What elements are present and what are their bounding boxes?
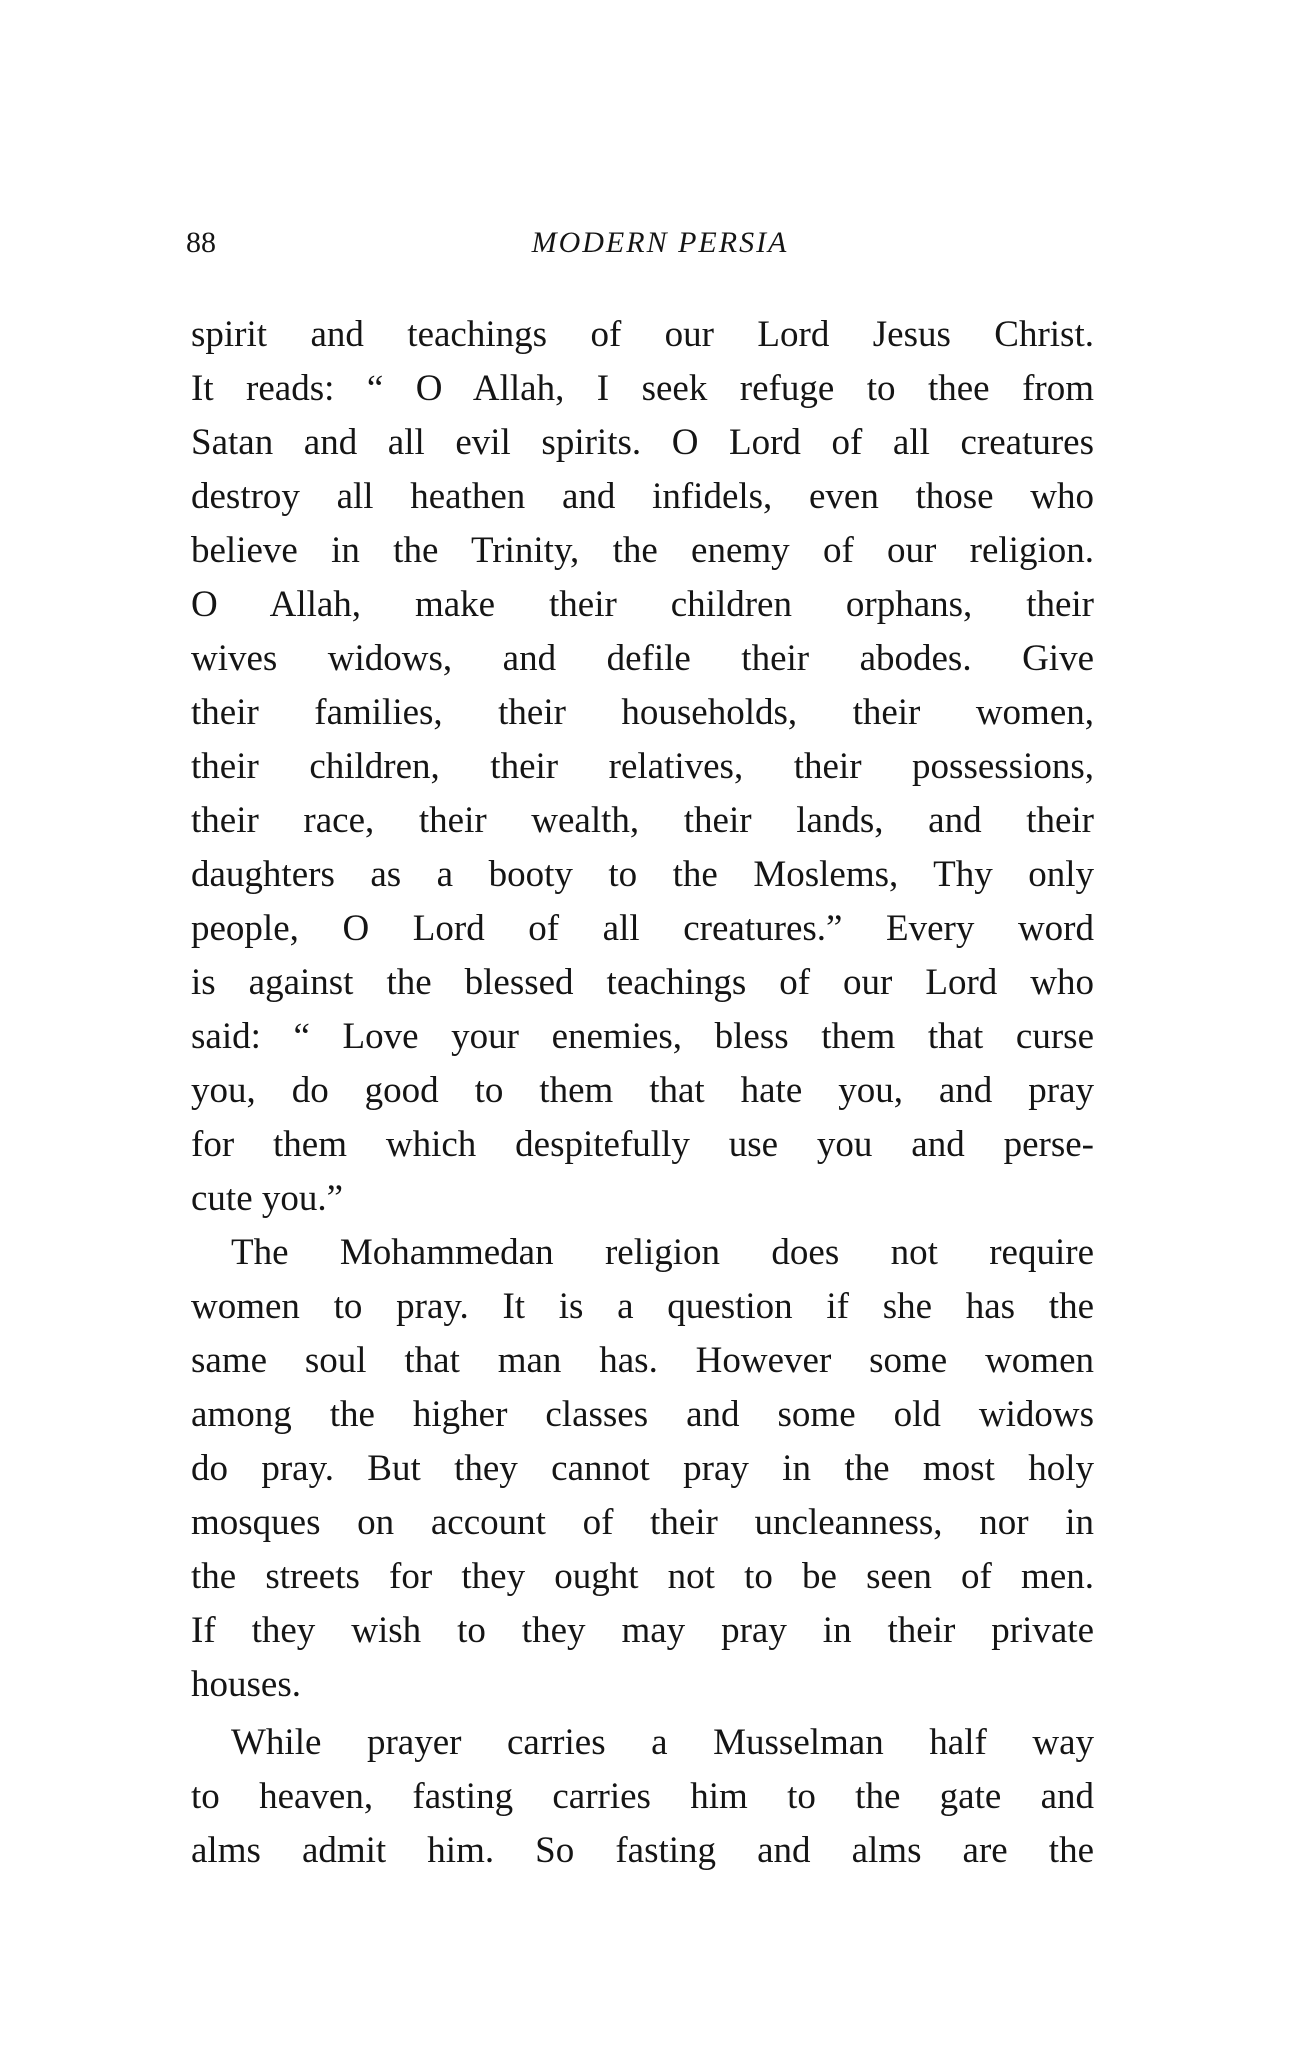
- text-line: people, O Lord of all creatures.” Every word: [191, 908, 1094, 949]
- text-line: Satan and all evil spirits. O Lord of all creatures: [191, 422, 1094, 463]
- text-line: their children, their relatives, their possessions,: [191, 746, 1094, 787]
- text-line: daughters as a booty to the Moslems, Thy only: [191, 854, 1094, 895]
- text-line: women to pray. It is a question if she has the: [191, 1286, 1094, 1327]
- text-line: among the higher classes and some old widows: [191, 1394, 1094, 1435]
- running-title: MODERN PERSIA: [531, 226, 789, 259]
- text-line: If they wish to they may pray in their private: [191, 1610, 1094, 1651]
- text-line: While prayer carries a Musselman half way: [231, 1722, 1094, 1763]
- text-line: for them which despitefully use you and perse-: [191, 1124, 1094, 1165]
- text-line: is against the blessed teachings of our Lord who: [191, 962, 1094, 1003]
- paragraph-2: [191, 1226, 1094, 1712]
- page-body: [191, 308, 1094, 1878]
- text-line: believe in the Trinity, the enemy of our religion.: [191, 530, 1094, 571]
- paragraph-1: [191, 308, 1094, 1226]
- text-line: It reads: “ O Allah, I seek refuge to thee from: [191, 368, 1094, 409]
- text-line: spirit and teachings of our Lord Jesus Christ.: [191, 314, 1094, 355]
- text-line: said: “ Love your enemies, bless them that curse: [191, 1016, 1094, 1057]
- text-line: to heaven, fasting carries him to the gate and: [191, 1776, 1094, 1817]
- text-line: same soul that man has. However some women: [191, 1340, 1094, 1381]
- text-line: cute you.”: [191, 1178, 344, 1219]
- text-line: wives widows, and defile their abodes. Give: [191, 638, 1094, 679]
- text-line: their race, their wealth, their lands, and their: [191, 800, 1094, 841]
- text-line: their families, their households, their women,: [191, 692, 1094, 733]
- paragraph-3: [191, 1716, 1094, 1878]
- text-line: mosques on account of their uncleanness, nor in: [191, 1502, 1094, 1543]
- text-line: destroy all heathen and infidels, even those who: [191, 476, 1094, 517]
- text-line: O Allah, make their children orphans, their: [191, 584, 1094, 625]
- page-number: 88: [186, 226, 216, 259]
- text-line: houses.: [191, 1664, 301, 1705]
- text-line: alms admit him. So fasting and alms are the: [191, 1830, 1094, 1871]
- text-line: do pray. But they cannot pray in the most holy: [191, 1448, 1094, 1489]
- text-line: the streets for they ought not to be seen of men.: [191, 1556, 1094, 1597]
- text-line: you, do good to them that hate you, and pray: [191, 1070, 1094, 1111]
- page-header: [186, 226, 1094, 270]
- text-line: The Mohammedan religion does not require: [231, 1232, 1094, 1273]
